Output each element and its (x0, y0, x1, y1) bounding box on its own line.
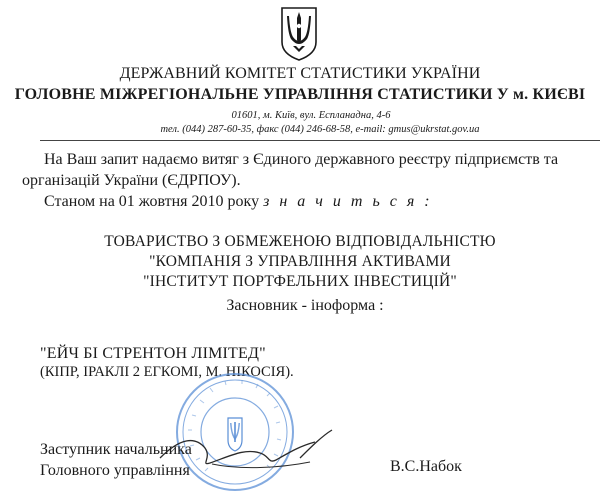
handwritten-signature (150, 418, 340, 478)
founder-address: (КІПР, ІРАКЛІ 2 ЕГКОМІ, М. НІКОСІЯ). (40, 364, 294, 380)
company-name-line-1: ТОВАРИСТВО З ОБМЕЖЕНОЮ ВІДПОВІДАЛЬНІСТЮ (104, 233, 496, 250)
signer-position-line-2: Головного управління (40, 462, 190, 479)
body-line-1: На Ваш запит надаємо витяг з Єдиного державного реєстру підприємств та (44, 151, 559, 168)
body-line-3 (44, 193, 433, 211)
contacts-line: тел. (044) 287-60-35, факс (044) 246-68-58, e-mail: gmus@ukrstat.gov.ua (160, 124, 480, 135)
signer-position-line-1: Заступник начальника (40, 441, 192, 458)
signer-name: В.С.Набок (390, 458, 462, 475)
company-name-line-2: "КОМПАНІЯ З УПРАВЛІННЯ АКТИВАМИ (149, 253, 451, 270)
founder-name: "ЕЙЧ БІ СТРЕНТОН ЛІМІТЕД" (40, 345, 266, 362)
date-statement: Станом на 01 жовтня 2010 року (44, 193, 260, 210)
department-name: ГОЛОВНЕ МІЖРЕГІОНАЛЬНЕ УПРАВЛІННЯ СТАТИСТИКИ У м. КИЄВІ (14, 86, 586, 103)
company-name-line-3: "ІНСТИТУТ ПОРТФЕЛЬНИХ ІНВЕСТИЦІЙ" (143, 273, 457, 290)
founder-label: Засновник - іноформа : (226, 297, 384, 314)
registered-label: з н а ч и т ь с я : (263, 193, 433, 210)
header-divider (40, 140, 600, 141)
address-line: 01601, м. Київ, вул. Еспланадна, 4-6 (231, 110, 391, 121)
committee-name: ДЕРЖАВНИЙ КОМІТЕТ СТАТИСТИКИ УКРАЇНИ (119, 65, 481, 82)
body-line-2: організацій України (ЄДРПОУ). (22, 172, 241, 189)
ukraine-trident-icon (279, 6, 319, 62)
